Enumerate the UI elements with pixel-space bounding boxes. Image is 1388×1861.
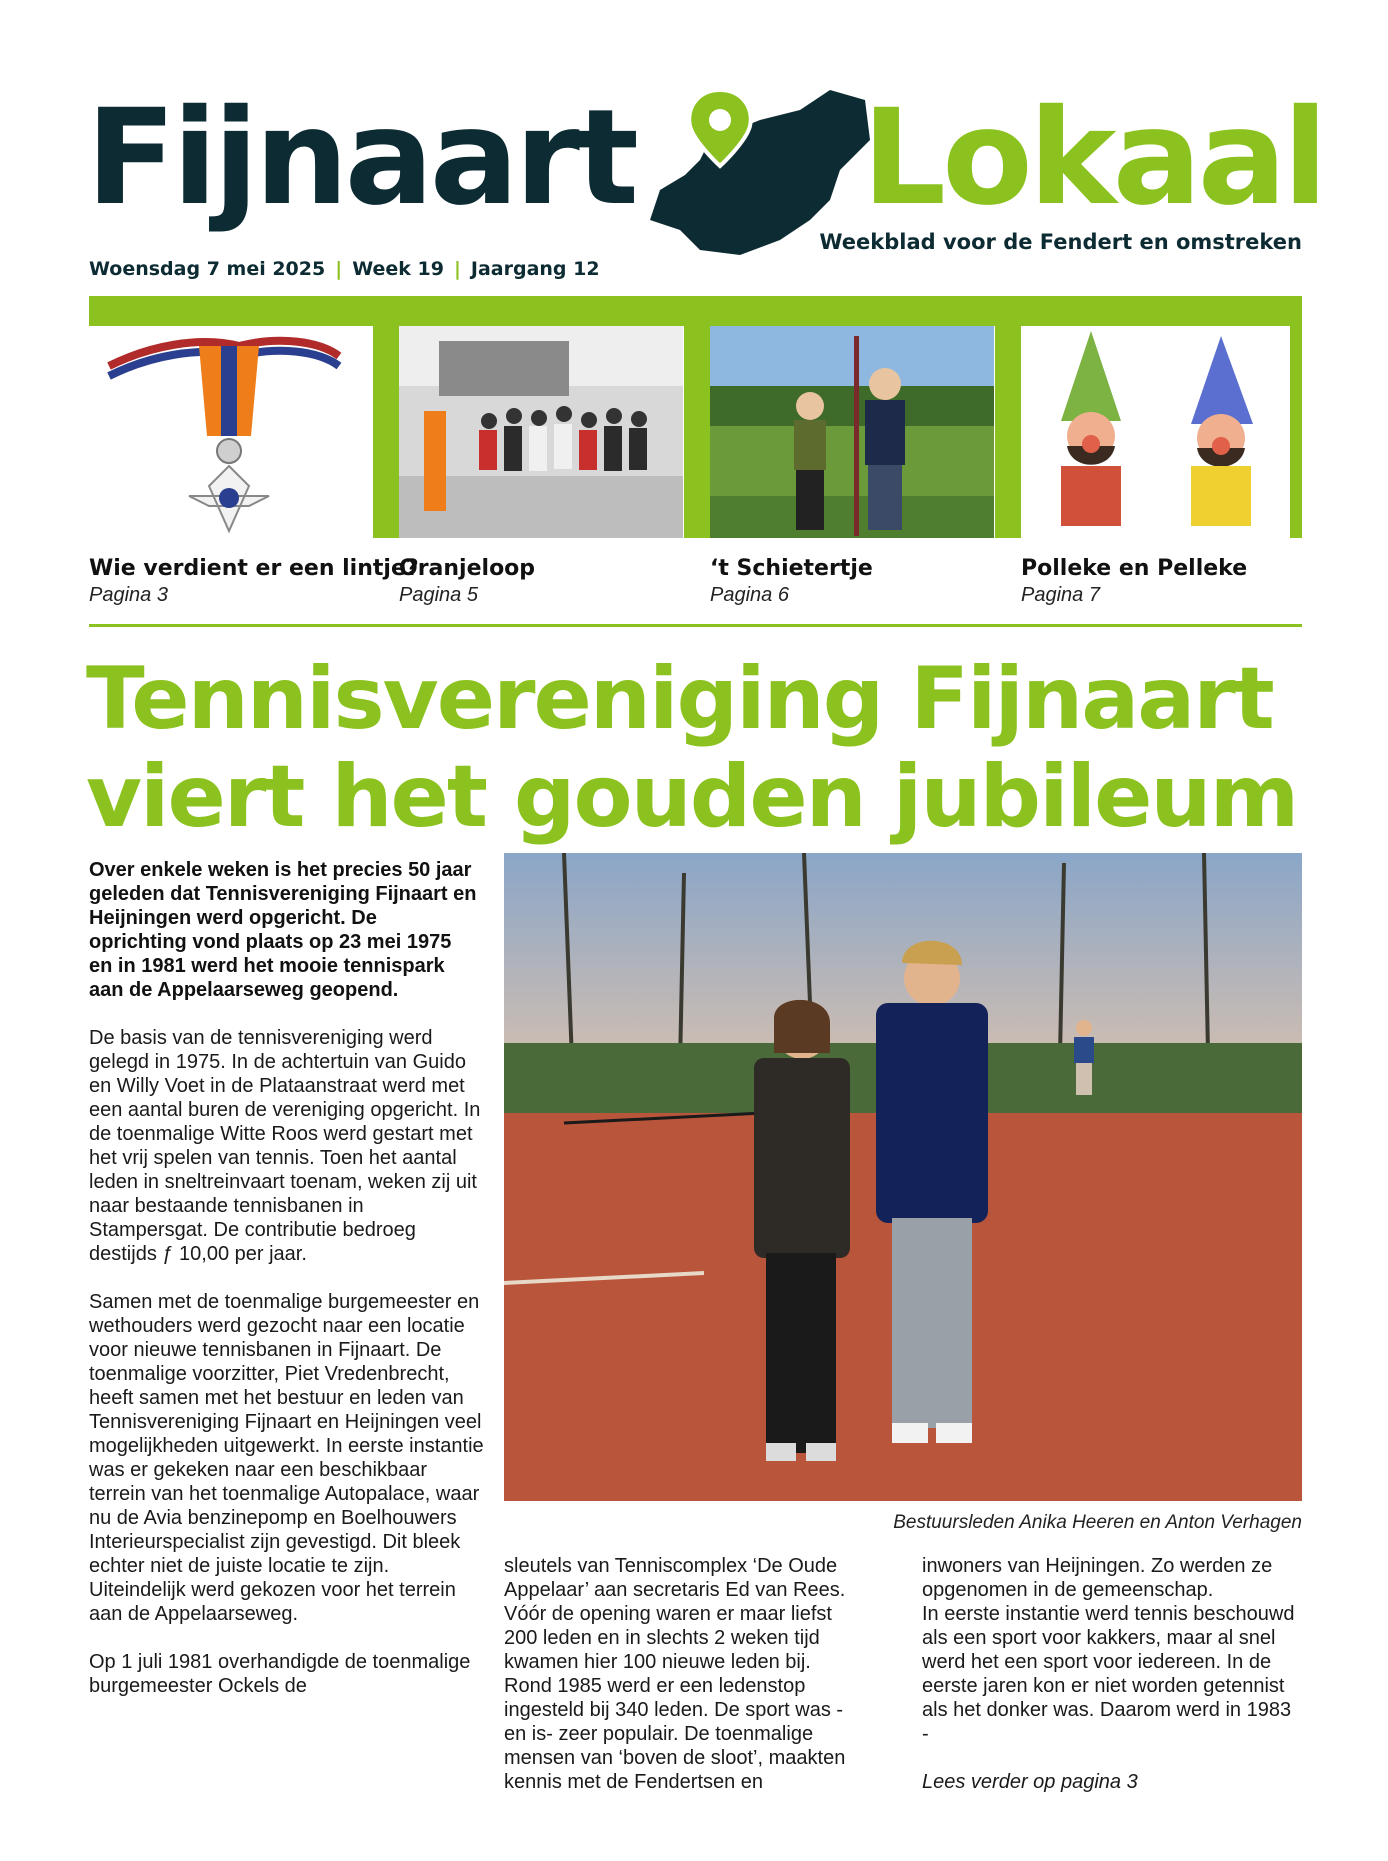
paragraph: De basis van de tennisvereniging werd gelegd in 1975. In de achtertuin van Guido en Willy Voet in de Plataanstraat werd met een aantal buren de vereniging opgericht. In de toenmalige Witte Roos werd gestart met het vrij spelen van tennis. Toen het aantal leden in sneltreinvaart toenam, weken zij uit naar bestaande tennisbanen in Stampersgat. De contributie bedroeg destijds ƒ 10,00 per jaar.: [89, 1027, 481, 1265]
teaser-page: Pagina 5: [399, 584, 478, 606]
paragraph: Samen met de toenmalige burgemeester en wethouders werd gezocht naar een locatie voor nieuwe tennisbanen in Fijnaart. De toenmalige voorzitter, Piet Vredenbrecht, heeft samen met het bestuur en leden van Tennisvereniging Fijnaart en Heijningen veel mogelijkheden uitgewerkt. In eerste instantie was er gekeken naar een beschikbaar terrein van het toenmalige Autopalace, waar nu de Avia benzinepomp en Boelhouwers Interieurspecialist zijn gevestigd. Dit bleek echter niet de juiste locatie te zijn. Uiteindelijk werd gekozen voor het terrein aan de Appelaarseweg.: [89, 1291, 484, 1625]
dateline: [89, 258, 600, 280]
teaser-page: Pagina 6: [710, 584, 789, 606]
paragraph: inwoners van Heijningen. Zo werden ze opgenomen in de gemeenschap.: [922, 1555, 1273, 1601]
article-headline: [86, 650, 1316, 846]
article-column-3: [922, 1554, 1302, 1794]
continued-link[interactable]: Lees verder op pagina 3: [922, 1771, 1138, 1793]
masthead-title-right: Lokaal: [862, 81, 1324, 235]
gnome-drawing-icon: [1021, 326, 1290, 538]
paragraph: Op 1 juli 1981 overhandigde de toenmalige burgemeester Ockels de: [89, 1651, 471, 1697]
paragraph: In eerste instantie werd tennis beschouwd als een sport voor kakkers, maar al snel werd het een sport voor iedereen. In de eerste jaren kon er niet worden getennist als het donker was. Daarom werd in 1983 -: [922, 1603, 1295, 1745]
teaser-page: Pagina 3: [89, 584, 168, 606]
headline-line: viert het gouden jubileum: [86, 747, 1298, 847]
masthead-title-left: Fijnaart: [86, 81, 635, 235]
issue-date: Woensdag 7 mei 2025: [89, 258, 326, 280]
divider: [89, 624, 1302, 627]
article-lead: Over enkele weken is het precies 50 jaar geleden dat Tennisvereniging Fijnaart en Heijningen werd opgericht. De oprichting vond plaats op 23 mei 1975 en in 1981 werd het mooie tennispark aan de Appelaarseweg geopend.: [89, 859, 477, 1001]
boys-photo-icon: [710, 326, 994, 538]
teaser-divider: [1290, 326, 1302, 538]
teaser-title[interactable]: Polleke en Pelleke: [1021, 556, 1248, 581]
headline-line: Tennisvereniging Fijnaart: [86, 649, 1273, 749]
article-photo[interactable]: [504, 853, 1302, 1501]
teaser-divider: [373, 326, 399, 538]
runners-photo-icon: [399, 326, 683, 538]
teaser-bar: [89, 296, 1302, 326]
teaser-title[interactable]: Wie verdient er een lintje?: [89, 556, 419, 581]
paragraph: sleutels van Tenniscomplex ‘De Oude Appelaar’ aan secretaris Ed van Rees. Vóór de opening waren er maar liefst 200 leden en in slechts 2 weken tijd kwamen hier 100 nieuwe leden bij. Rond 1985 werd er een ledenstop ingesteld bij 340 leden. De sport was -en is- zeer populair. De toenmalige mensen van ‘boven de sloot’, maakten kennis met de Fendertsen en: [504, 1555, 846, 1793]
article-column-2: [504, 1554, 854, 1794]
teaser-page: Pagina 7: [1021, 584, 1100, 606]
tennis-court-photo-icon: [504, 853, 1302, 1501]
article-column-1: [89, 1026, 484, 1698]
separator: |: [453, 258, 461, 280]
tagline: Weekblad voor de Fendert en omstreken: [819, 230, 1302, 254]
teaser-title[interactable]: ‘t Schietertje: [710, 556, 873, 581]
teaser-title[interactable]: Oranjeloop: [399, 556, 536, 581]
teaser-divider: [684, 326, 710, 538]
medal-icon: [89, 326, 373, 538]
teaser-image-gnomes[interactable]: [1021, 326, 1290, 538]
teaser-divider: [995, 326, 1021, 538]
issue-volume: Jaargang 12: [470, 258, 600, 280]
issue-week: Week 19: [352, 258, 444, 280]
separator: |: [335, 258, 343, 280]
photo-caption: Bestuursleden Anika Heeren en Anton Verhagen: [893, 1512, 1302, 1533]
teaser-image-medal[interactable]: [89, 326, 373, 538]
teaser-image-boys[interactable]: [710, 326, 994, 538]
teaser-image-runners[interactable]: [399, 326, 683, 538]
